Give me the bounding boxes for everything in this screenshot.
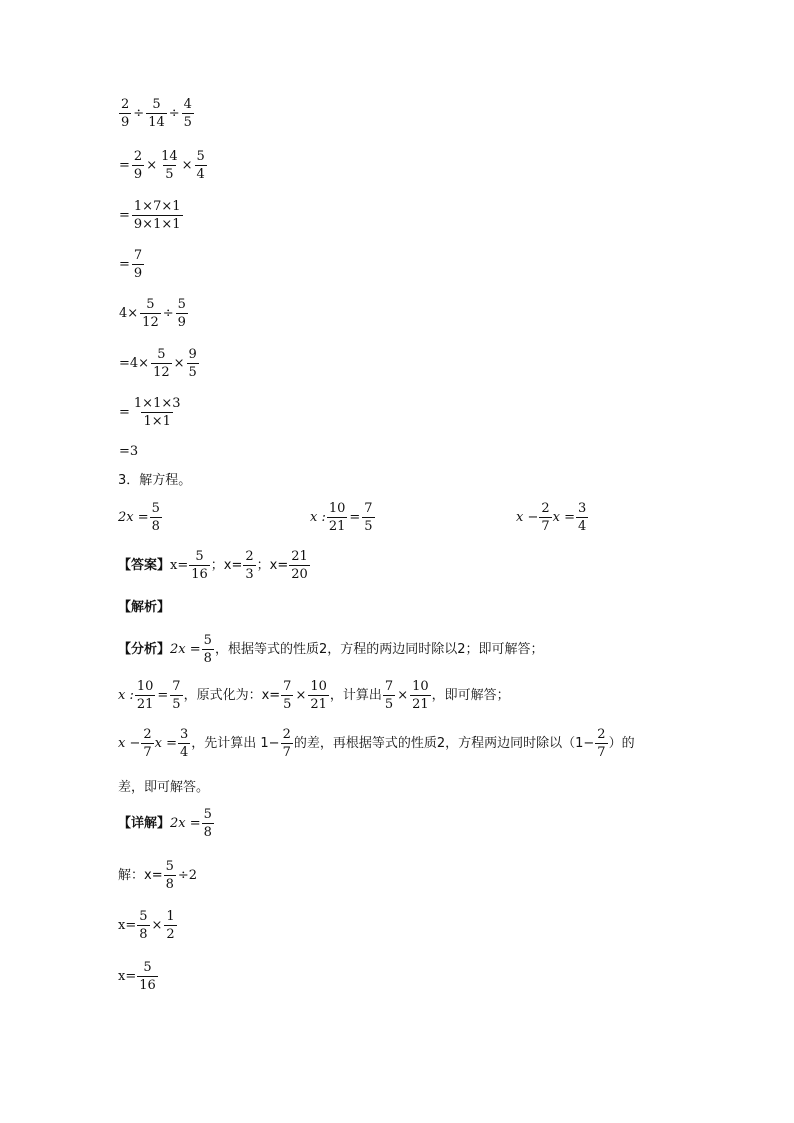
fraction: $\frac{5}{12}$ xyxy=(153,347,170,380)
fraction: $\frac{7}{5}$ xyxy=(364,501,373,534)
fraction: $\frac{2}{7}$ xyxy=(597,727,606,760)
fraction: $\frac{2}{7}$ xyxy=(282,727,291,760)
fraction: $\frac{5}{8}$ xyxy=(139,909,148,942)
fraction: $\frac{5}{16}$ xyxy=(191,549,208,582)
fraction: $\frac{5}{16}$ xyxy=(139,960,156,993)
calc1-line1: $\frac{2}{9}$ ÷ $\frac{5}{14}$ ÷ $\frac{4}{5}$ xyxy=(121,97,192,130)
equation-2: x : $\frac{10}{21}$ = $\frac{7}{5}$ xyxy=(310,501,373,534)
fraction: $\frac{2}{7}$ xyxy=(143,727,152,760)
detail-step3: x= $\frac{5}{16}$ xyxy=(118,960,156,993)
detail-tag: 【详解】 xyxy=(118,816,171,831)
equation-1: 2x = $\frac{5}{8}$ xyxy=(118,501,160,534)
fraction: $\frac{10}{21}$ xyxy=(310,679,327,712)
fraction: $\frac{3}{4}$ xyxy=(578,501,587,534)
detail-step1: 解：x= $\frac{5}{8}$ ÷2 xyxy=(118,859,198,892)
fraction: $\frac{1\times 7\times 1}{9\times 1\times 1}$ xyxy=(133,199,181,232)
calc2-line1: 4× $\frac{5}{12}$ ÷ $\frac{5}{9}$ xyxy=(119,297,186,330)
fraction: $\frac{3}{4}$ xyxy=(180,727,189,760)
fraction: $\frac{5}{8}$ xyxy=(203,633,212,666)
fraction: $\frac{9}{5}$ xyxy=(188,347,197,380)
fraction: $\frac{2}{3}$ xyxy=(245,549,254,582)
fraction: $\frac{14}{5}$ xyxy=(161,149,178,182)
jiexi-tag: 【解析】 xyxy=(118,600,171,615)
fraction: $\frac{2}{7}$ xyxy=(541,501,550,534)
answer-tag: 【答案】 xyxy=(118,558,171,573)
answer-line: 【答案】 x= $\frac{5}{16}$ ；x= $\frac{2}{3}$ ；x= $\frac{21}{20}$ xyxy=(118,549,308,582)
analysis-line4: 差，即可解答。 xyxy=(118,780,210,795)
fraction: $\frac{10}{21}$ xyxy=(328,501,346,534)
fraction: $\frac{5}{12}$ xyxy=(142,297,159,330)
fraction: $\frac{7}{9}$ xyxy=(133,248,143,281)
analysis-tag: 【分析】 xyxy=(118,642,171,657)
fraction: $\frac{2}{9}$ xyxy=(121,97,130,130)
calc2-line3: = $\frac{1\times 1\times 3}{1\times 1}$ xyxy=(119,396,181,429)
calc2-line4: =3 xyxy=(119,444,139,459)
fraction: $\frac{7}{5}$ xyxy=(283,679,292,712)
question-3-title: 3．解方程。 xyxy=(118,473,192,488)
fraction: $\frac{7}{5}$ xyxy=(384,679,394,712)
fraction: $\frac{5}{8}$ xyxy=(151,501,160,534)
fraction: $\frac{5}{14}$ xyxy=(148,97,165,130)
analysis-line3: x − $\frac{2}{7}$ x = $\frac{3}{4}$ ，先计算出 1− $\frac{2}{7}$ 的差，再根据等式的性质2，方程两边同时除以（1− $\frac{2}{7}$ ）的 xyxy=(118,727,635,760)
fraction: $\frac{4}{5}$ xyxy=(183,97,192,130)
fraction: $\frac{5}{4}$ xyxy=(196,149,205,182)
fraction: $\frac{1\times 1\times 3}{1\times 1}$ xyxy=(133,396,181,429)
fraction: $\frac{7}{5}$ xyxy=(172,679,181,712)
analysis-line1: 【分析】 2x = $\frac{5}{8}$ ，根据等式的性质2，方程的两边同时除以2；即可解答； xyxy=(118,633,544,666)
calc2-line2: =4× $\frac{5}{12}$ × $\frac{9}{5}$ xyxy=(119,347,197,380)
fraction: $\frac{10}{21}$ xyxy=(136,679,154,712)
equation-3: x − $\frac{2}{7}$ x = $\frac{3}{4}$ xyxy=(516,501,587,534)
fraction: $\frac{21}{20}$ xyxy=(291,549,308,582)
fraction: $\frac{5}{9}$ xyxy=(177,297,186,330)
fraction: $\frac{10}{21}$ xyxy=(412,679,429,712)
calc1-line3: = $\frac{1\times 7\times 1}{9\times 1\times 1}$ xyxy=(119,199,181,232)
fraction: $\frac{2}{9}$ xyxy=(133,149,143,182)
detail-line1: 【详解】 2x = $\frac{5}{8}$ xyxy=(118,807,212,840)
calc1-line4: = $\frac{7}{9}$ xyxy=(119,248,143,281)
fraction: $\frac{1}{2}$ xyxy=(166,909,175,942)
fraction: $\frac{5}{8}$ xyxy=(165,859,174,892)
calc1-line2: = $\frac{2}{9}$ × $\frac{14}{5}$ × $\frac{5}{4}$ xyxy=(119,149,205,182)
detail-step2: x= $\frac{5}{8}$ × $\frac{1}{2}$ xyxy=(118,909,175,942)
analysis-line2: x : $\frac{10}{21}$ = $\frac{7}{5}$ ，原式化为：x= $\frac{7}{5}$ × $\frac{10}{21}$ ，计算出 $\frac{7}{5}$ × $\frac{10}{21}$ ，即可解答； xyxy=(118,679,510,712)
fraction: $\frac{5}{8}$ xyxy=(203,807,212,840)
